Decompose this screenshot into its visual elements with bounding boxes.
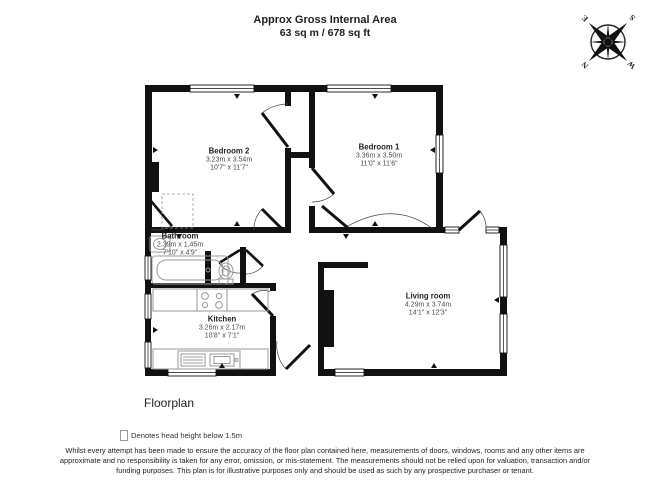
room-label-bedroom2 bbox=[206, 147, 252, 173]
room-metric: 4.29m x 3.74m bbox=[404, 300, 452, 308]
room-metric: 2.39m x 1.45m bbox=[156, 240, 204, 248]
room-metric: 3.36m x 3.50m bbox=[355, 151, 403, 159]
compass-east: E bbox=[579, 13, 591, 24]
room-imperial: 14'1" x 12'3" bbox=[408, 309, 448, 317]
gross-area-label: Approx Gross Internal Area bbox=[253, 14, 397, 26]
room-label-bedroom1 bbox=[356, 143, 402, 169]
room-imperial: 7'10" x 4'9" bbox=[162, 249, 198, 257]
room-imperial: 10'7" x 11'7" bbox=[210, 164, 248, 172]
toilet bbox=[219, 263, 233, 284]
room-name: Bedroom 1 bbox=[358, 142, 400, 152]
room-imperial: 11'0" x 11'6" bbox=[360, 160, 398, 168]
room-metric: 3.23m x 3.54m bbox=[205, 155, 253, 163]
plan-title: Floorplan bbox=[144, 396, 195, 410]
head-height-legend bbox=[120, 430, 242, 441]
room-label-bathroom bbox=[157, 232, 203, 258]
room-name: Living room bbox=[405, 291, 451, 301]
room-name: Kitchen bbox=[207, 314, 237, 324]
room-name: Bedroom 2 bbox=[208, 146, 250, 156]
chimney-breast bbox=[318, 290, 334, 347]
head-height-text: Denotes head height below 1.5m bbox=[131, 431, 243, 440]
room-label-kitchen bbox=[199, 315, 245, 341]
chimney-bed2 bbox=[145, 162, 159, 192]
room-label-living-room bbox=[405, 292, 451, 318]
gross-area-value: 63 sq m / 678 sq ft bbox=[279, 27, 371, 39]
compass-north: N bbox=[579, 59, 591, 71]
compass-south: S bbox=[627, 12, 638, 23]
room-metric: 3.26m x 2.17m bbox=[198, 323, 246, 331]
compass-icon bbox=[557, 0, 650, 94]
compass-west: W bbox=[625, 58, 638, 71]
head-height-symbol bbox=[120, 430, 128, 441]
head-height-area bbox=[162, 194, 193, 228]
kitchen-counter-top bbox=[153, 289, 268, 311]
hob bbox=[197, 289, 227, 311]
room-imperial: 10'8" x 7'1" bbox=[204, 332, 240, 340]
disclaimer-text: Whilst every attempt has been made to ensure the accuracy of the floor plan contained here, measurements of doors, windows, rooms and any other items are approximate and no responsibility is taken for any error, omission, or mis-statement. The measurements should not be relied upon for valuation, transaction and/or funding purposes. This plan is for illustrative purposes only and should be used as such by any prospective purchaser or tenant. bbox=[59, 446, 591, 475]
bathtub bbox=[152, 256, 228, 284]
room-name: Bathroom bbox=[161, 231, 199, 241]
sink-unit bbox=[178, 351, 240, 369]
